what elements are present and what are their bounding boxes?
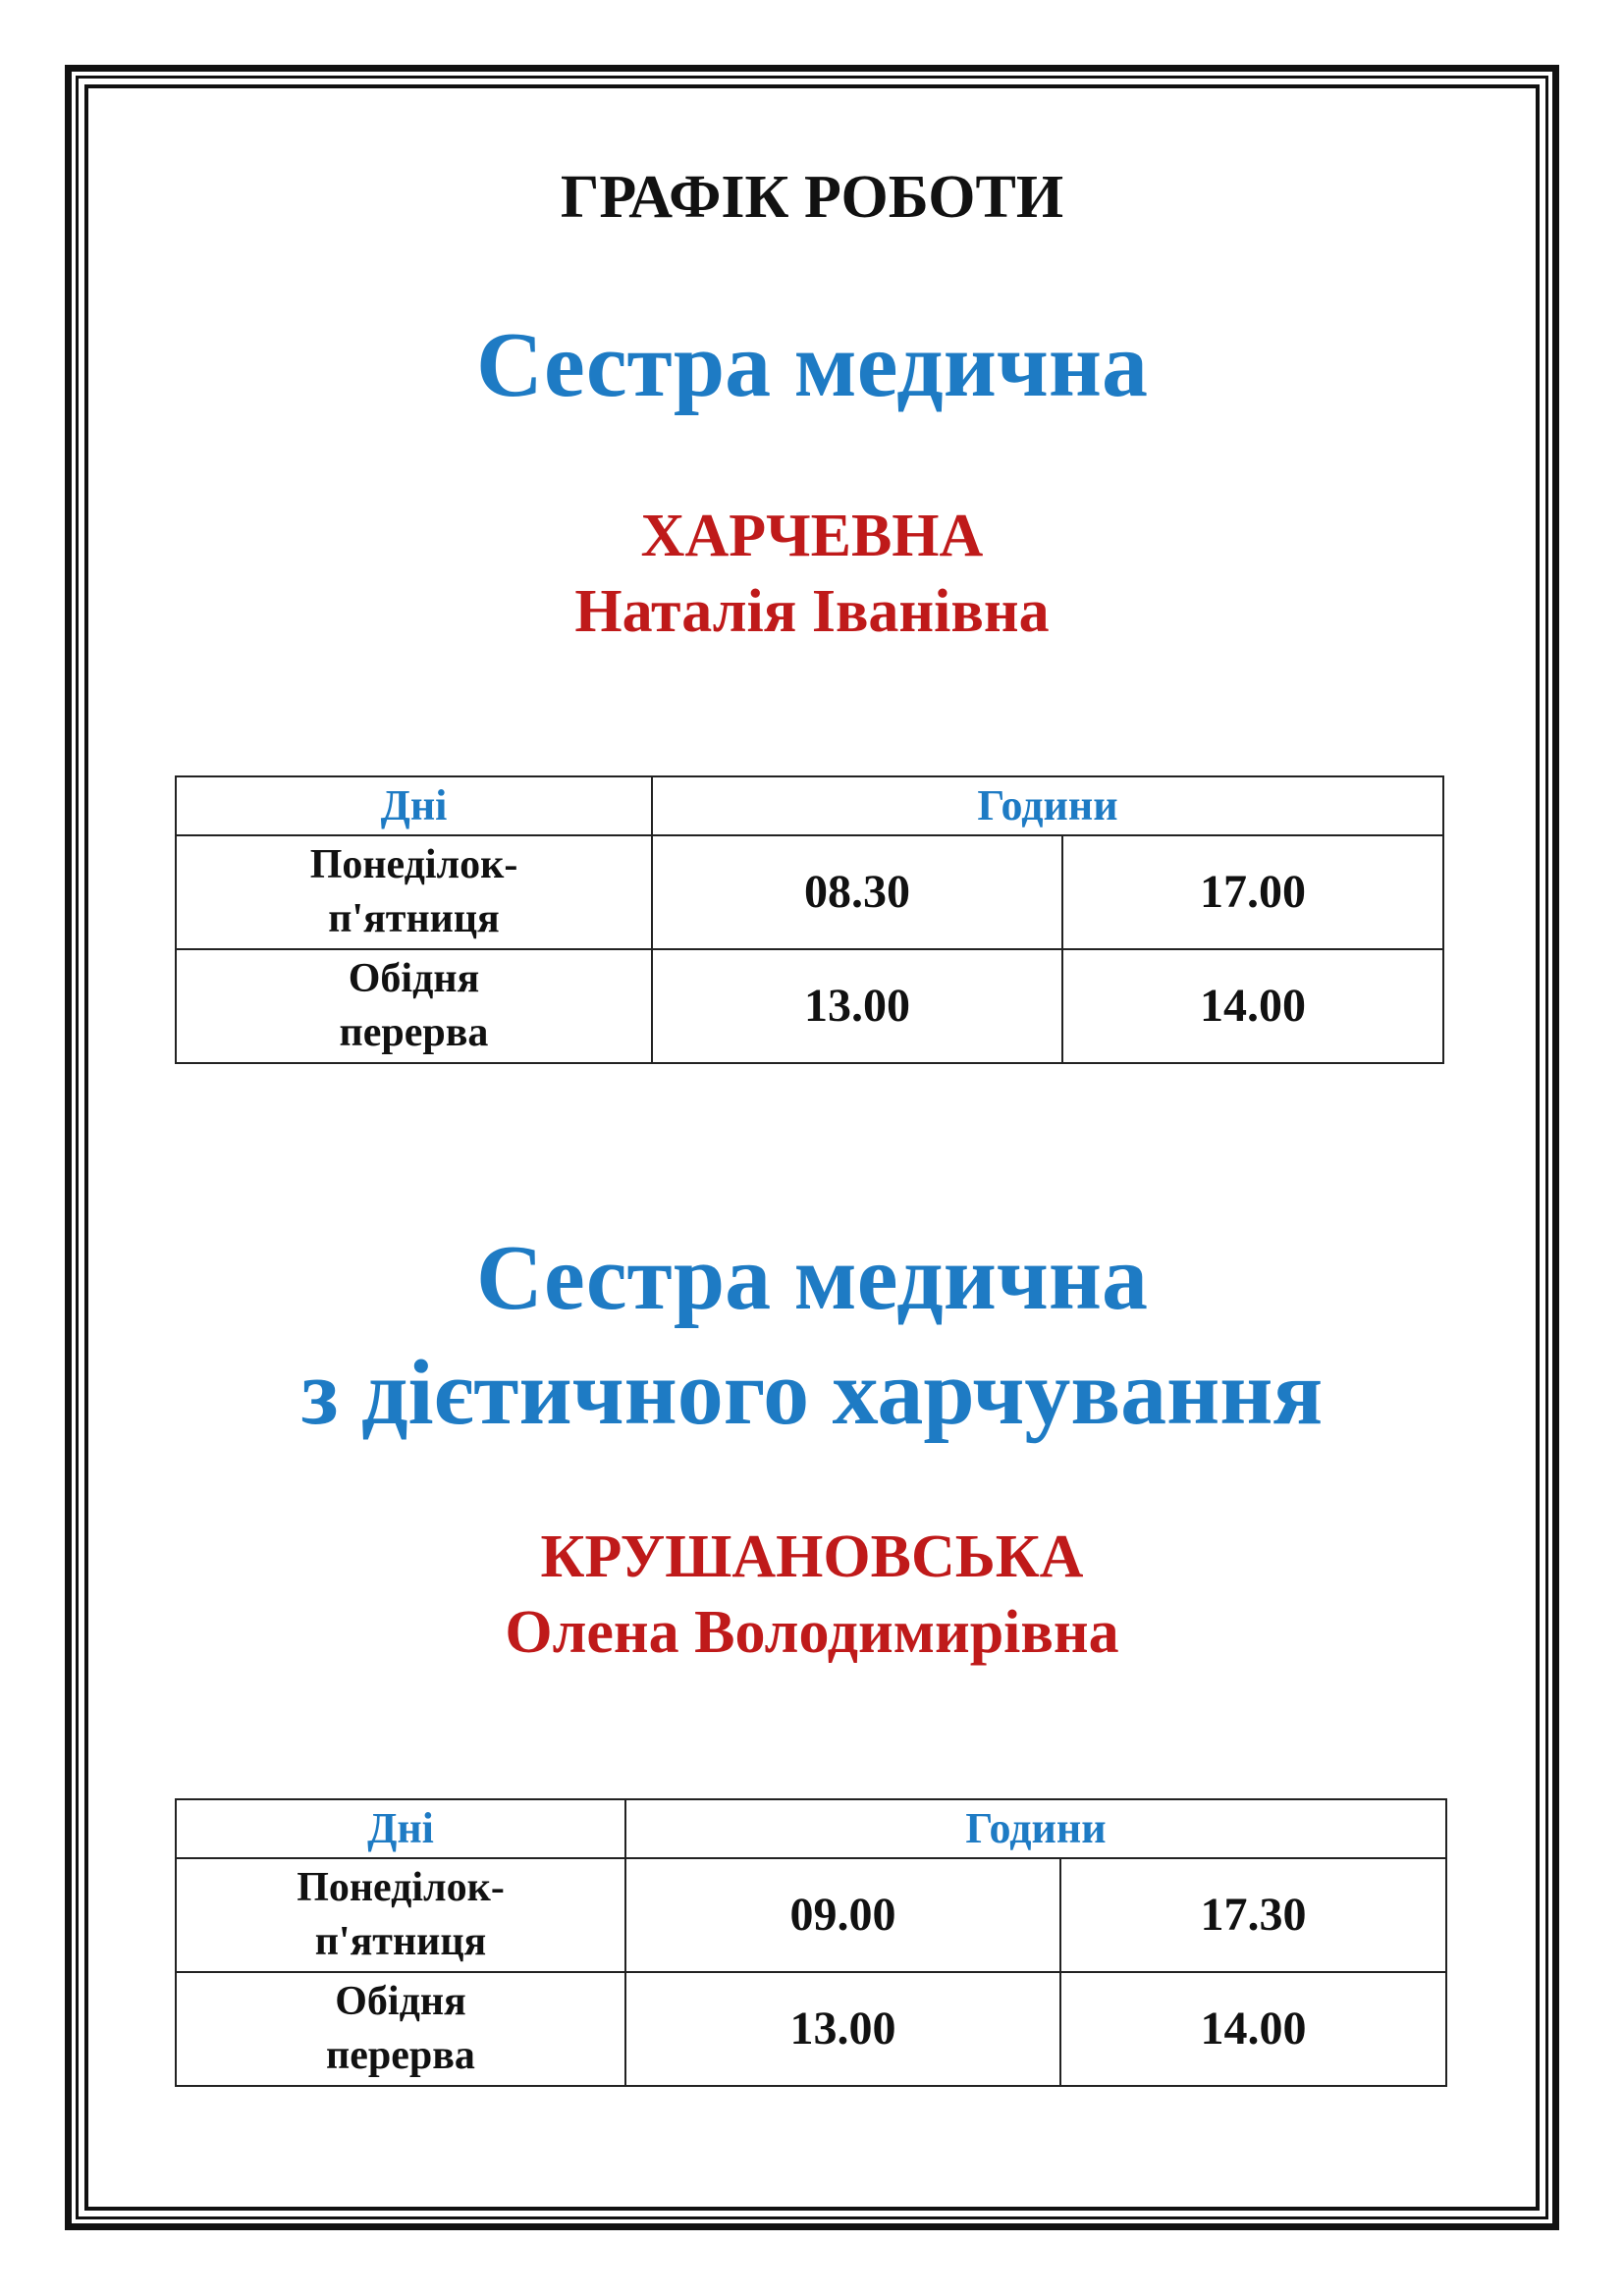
section-2-given-names: Олена Володимирівна xyxy=(505,1599,1119,1666)
section-1-role: Сестра медична xyxy=(475,314,1149,416)
section-2-surname: КРУШАНОВСЬКА xyxy=(540,1523,1084,1590)
table-row xyxy=(176,835,1443,949)
day-line-2: перерва xyxy=(326,2033,475,2078)
end-time-cell: 17.30 xyxy=(1060,1858,1446,1972)
start-time-cell: 08.30 xyxy=(652,835,1062,949)
table-row xyxy=(176,1972,1446,2086)
section-2-schedule-table xyxy=(175,1798,1447,2087)
day-line-2: п'ятниця xyxy=(328,896,500,941)
end-time-cell: 14.00 xyxy=(1060,1972,1446,2086)
hours-header: Години xyxy=(625,1799,1446,1858)
start-time-cell: 13.00 xyxy=(652,949,1062,1063)
end-time-cell: 17.00 xyxy=(1062,835,1443,949)
day-line-1: Обідня xyxy=(348,956,480,1002)
section-2-role-line-1: Сестра медична xyxy=(475,1227,1149,1329)
page-title: ГРАФІК РОБОТИ xyxy=(560,164,1064,231)
day-cell xyxy=(176,949,652,1063)
table-header-row xyxy=(176,1799,1446,1858)
day-line-2: перерва xyxy=(339,1010,489,1055)
section-1-given-names: Наталія Іванівна xyxy=(574,578,1050,645)
table-header-row xyxy=(176,776,1443,835)
section-1-schedule-table xyxy=(175,775,1444,1064)
day-line-1: Обідня xyxy=(335,1979,466,2025)
day-cell xyxy=(176,1972,625,2086)
day-line-2: п'ятниця xyxy=(314,1919,487,1964)
day-line-1: Понеділок- xyxy=(297,1865,505,1911)
table-row xyxy=(176,1858,1446,1972)
table-row xyxy=(176,949,1443,1063)
day-line-1: Понеділок- xyxy=(309,842,518,888)
hours-header: Години xyxy=(652,776,1443,835)
days-header: Дні xyxy=(176,776,652,835)
day-cell xyxy=(176,835,652,949)
days-header: Дні xyxy=(176,1799,625,1858)
start-time-cell: 09.00 xyxy=(625,1858,1060,1972)
end-time-cell: 14.00 xyxy=(1062,949,1443,1063)
day-cell xyxy=(176,1858,625,1972)
start-time-cell: 13.00 xyxy=(625,1972,1060,2086)
section-1-surname: ХАРЧЕВНА xyxy=(640,503,984,569)
section-2-role-line-2: з дієтичного харчування xyxy=(300,1342,1324,1444)
